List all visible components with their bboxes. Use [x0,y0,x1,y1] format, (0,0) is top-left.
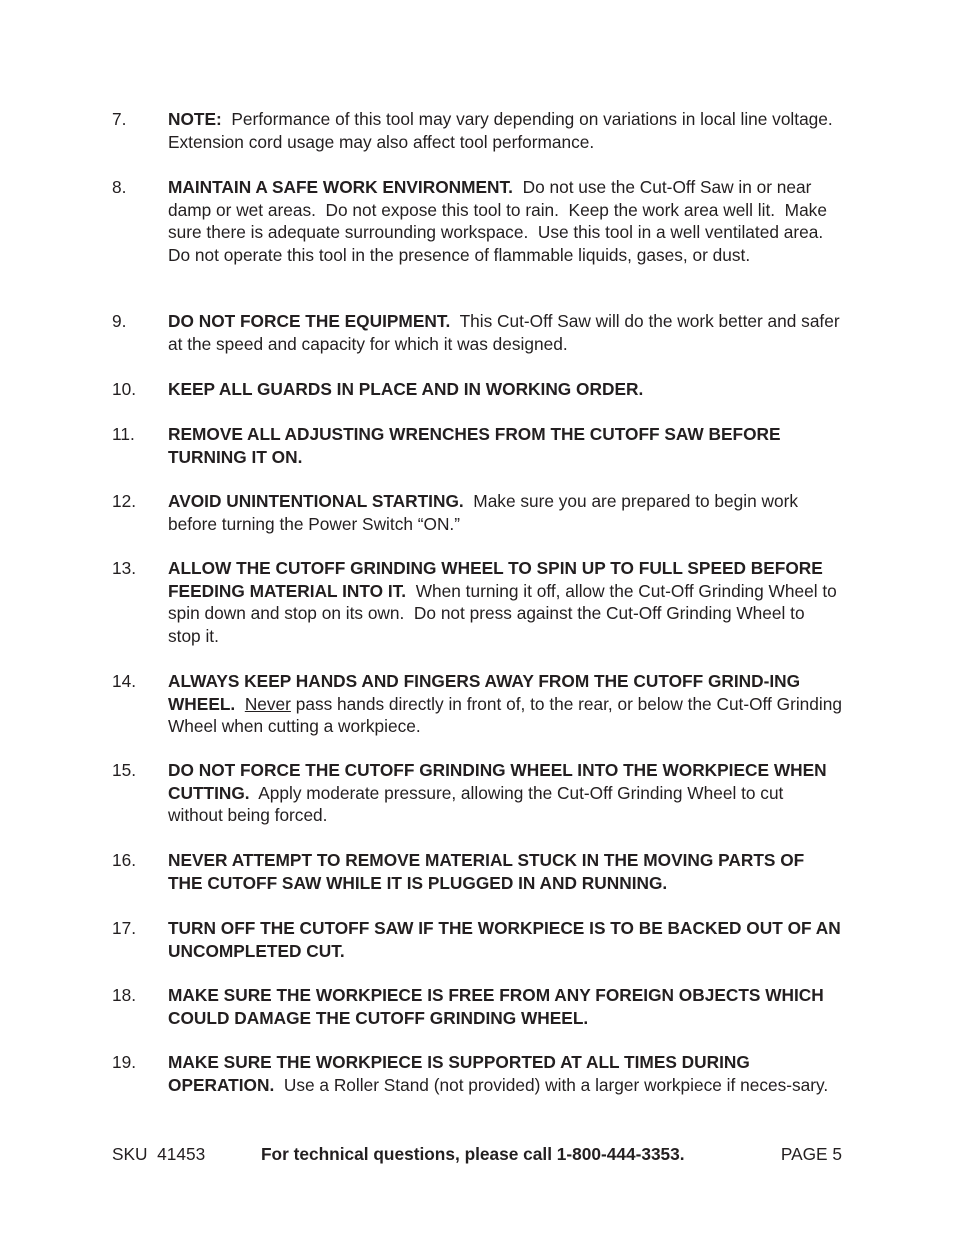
item-heading: DO NOT FORCE THE CUTOFF GRINDING WHEEL INTO THE WORKPIECE WHEN CUTTING. [168,760,827,803]
list-item-10 [112,378,842,401]
item-text: This Cut-Off Saw will do the work better and safer at the speed and capacity for which it was designed. [168,311,845,354]
item-number: 18. [112,985,137,1005]
page-number: PAGE 5 [780,1144,842,1164]
item-heading: REMOVE ALL ADJUSTING WRENCHES FROM THE CUTOFF SAW BEFORE TURNING IT ON. [168,424,781,467]
list-item-16 [112,849,842,894]
item-body [168,849,842,894]
item-number: 17. [112,918,137,938]
item-number: 13. [112,558,137,578]
item-body [168,310,845,355]
item-heading: MAKE SURE THE WORKPIECE IS SUPPORTED AT ALL TIMES DURING OPERATION. [168,1052,750,1095]
list-item-14 [112,670,847,738]
item-heading: NOTE: [168,109,222,129]
item-number: 19. [112,1052,137,1072]
item-body [168,423,842,468]
item-heading: KEEP ALL GUARDS IN PLACE AND IN WORKING ORDER. [168,379,644,399]
list-item-7 [112,108,842,153]
item-body [168,176,842,266]
item-number: 7. [112,109,127,129]
item-emphasis: Never [244,693,291,714]
item-body [168,108,842,153]
list-item-9 [112,310,845,355]
item-body [168,1051,842,1096]
item-number: 8. [112,177,127,197]
list-item-11 [112,423,842,468]
item-number: 15. [112,760,137,780]
item-body [168,984,842,1029]
item-body [168,917,842,962]
item-number: 14. [112,671,137,691]
item-number: 9. [112,311,127,331]
list-item-17 [112,917,842,962]
item-text: Apply moderate pressure, allowing the Cut-Off Grinding Wheel to cut without being forced. [168,782,789,825]
item-text: Use a Roller Stand (not provided) with a larger workpiece if neces-sary. [274,1074,829,1095]
item-body [168,557,842,647]
list-item-13 [112,557,842,647]
item-heading: ALWAYS KEEP HANDS AND FINGERS AWAY FROM THE CUTOFF GRIND-ING WHEEL. [168,671,801,714]
item-number: 10. [112,379,137,399]
item-body [168,490,842,535]
item-heading: ALLOW THE CUTOFF GRINDING WHEEL TO SPIN UP TO FULL SPEED BEFORE FEEDING MATERIAL INTO IT. [168,558,823,601]
item-body [168,378,842,401]
list-item-12 [112,490,842,535]
sku-label: SKU 41453 [112,1144,206,1164]
list-item-8 [112,176,842,266]
item-number: 16. [112,850,137,870]
page-footer [112,1143,842,1167]
item-heading: TURN OFF THE CUTOFF SAW IF THE WORKPIECE IS TO BE BACKED OUT OF AN UNCOMPLETED CUT. [168,918,841,961]
item-heading: AVOID UNINTENTIONAL STARTING. [168,491,464,511]
item-text: pass hands directly in front of, to the rear, or below the Cut-Off Grinding Wheel when cutting a workpiece. [168,693,847,736]
list-item-19 [112,1051,842,1096]
item-number: 12. [112,491,137,511]
item-heading: NEVER ATTEMPT TO REMOVE MATERIAL STUCK IN THE MOVING PARTS OF THE CUTOFF SAW WHILE IT IS PLUGGED IN AND RUNNING. [168,850,805,893]
item-text: Make sure you are prepared to begin work before turning the Power Switch “ON.” [168,491,803,534]
item-heading: MAKE SURE THE WORKPIECE IS FREE FROM ANY FOREIGN OBJECTS WHICH COULD DAMAGE THE CUTOFF GRINDING WHEEL. [168,985,824,1028]
item-number: 11. [112,424,135,444]
list-item-15 [112,759,842,827]
item-text: Performance of this tool may vary depending on variations in local line voltage. Extension cord usage may also affect tool performance. [168,109,843,152]
tech-support-note: For technical questions, please call 1-800-444-3353. [261,1144,685,1164]
item-body [168,670,847,738]
item-text: Do not use the Cut-Off Saw in or near damp or wet areas. Do not expose this tool to rain. Keep the work area well lit. Make sure there is adequate surrounding workspace. Use this tool in a well ventilated area. Do not operate this tool in the presence of flammable liquids, gases, or dust. [168,177,833,265]
list-item-18 [112,984,842,1029]
item-body [168,759,842,827]
item-heading: DO NOT FORCE THE EQUIPMENT. [168,311,451,331]
item-heading: MAINTAIN A SAFE WORK ENVIRONMENT. [168,177,513,197]
item-text: When turning it off, allow the Cut-Off Grinding Wheel to spin down and stop on its own. Do not press against the Cut-Off Grinding Wheel to stop it. [168,580,842,646]
